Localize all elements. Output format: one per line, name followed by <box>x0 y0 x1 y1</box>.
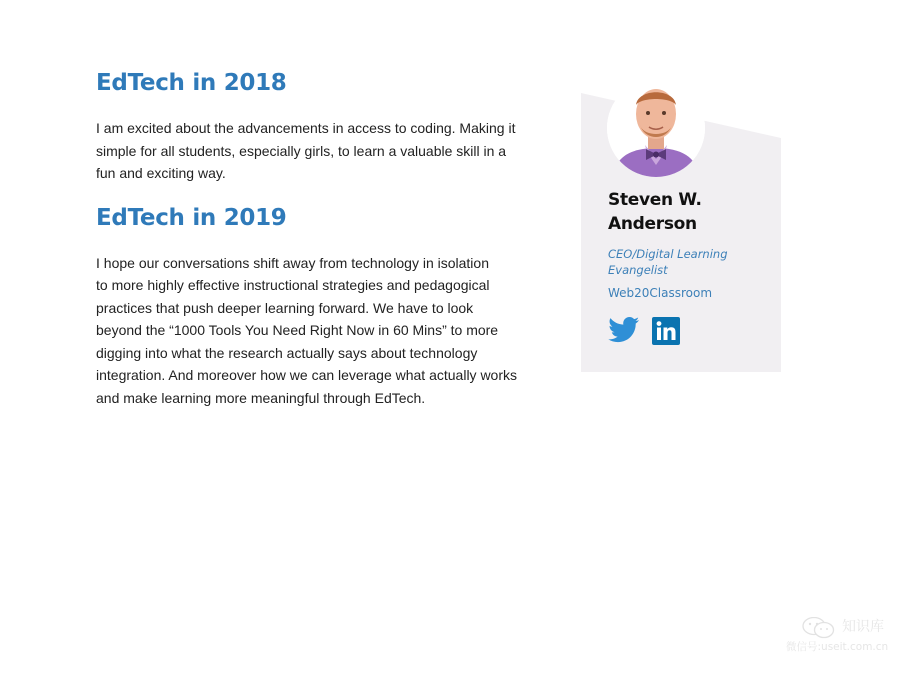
text-line: beyond the “1000 Tools You Need Right Now in 60 Mins” to more <box>96 322 499 338</box>
author-role <box>608 246 773 278</box>
watermark-subtitle: 微信号:useit.com.cn <box>786 641 889 653</box>
author-card <box>581 76 781 372</box>
author-photo <box>607 79 705 177</box>
section-text-2019 <box>96 252 536 410</box>
author-role-line: CEO/Digital Learning <box>608 247 728 261</box>
section-heading-2018: EdTech in 2018 <box>96 70 287 96</box>
text-line: practices that push deeper learning forward. We have to look <box>96 299 474 316</box>
linkedin-icon[interactable] <box>652 317 680 350</box>
text-line: integration. And moreover how we can leverage what actually works <box>96 367 517 383</box>
text-line: simple for all students, especially girls, to learn a valuable skill in a <box>96 142 507 159</box>
twitter-icon[interactable] <box>608 317 640 348</box>
article <box>96 66 536 409</box>
author-name-line: Steven W. <box>608 190 702 210</box>
text-line: I hope our conversations shift away from technology in isolation <box>96 254 489 271</box>
section-heading-2019: EdTech in 2019 <box>96 204 287 231</box>
text-line: and make learning more meaningful through EdTech. <box>96 389 426 406</box>
author-name-line: Anderson <box>608 214 697 234</box>
section-text-2018 <box>96 117 536 185</box>
text-line: fun and exciting way. <box>96 165 226 181</box>
wechat-icon <box>802 617 836 639</box>
text-line: to more highly effective instructional strategies and pedagogical <box>96 277 490 293</box>
author-role-line: Evangelist <box>608 263 668 277</box>
author-name <box>608 188 773 236</box>
author-company-link[interactable]: Web20Classroom <box>608 286 713 300</box>
text-line: I am excited about the advancements in access to coding. Making it <box>96 120 516 136</box>
watermark <box>786 617 896 657</box>
watermark-title: 知识库 <box>842 619 884 635</box>
text-line: digging into what the research actually says about technology <box>96 344 478 361</box>
